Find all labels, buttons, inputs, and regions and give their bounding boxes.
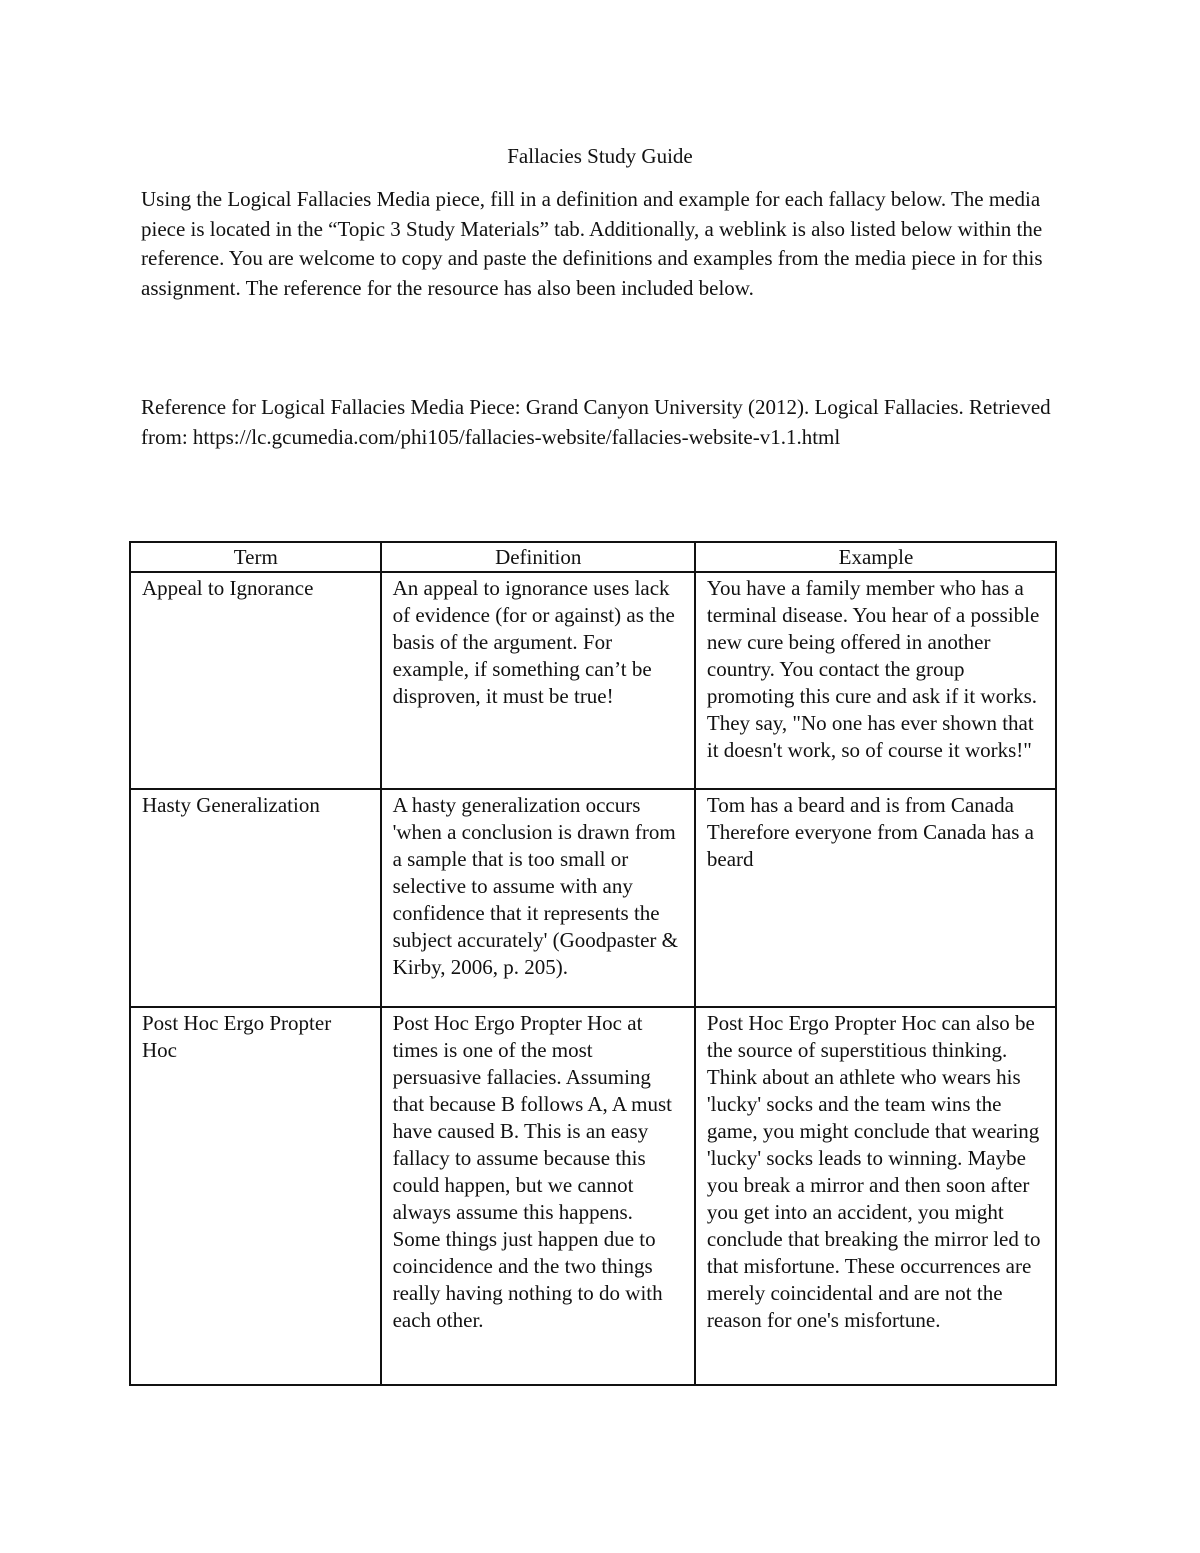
header-definition: Definition — [381, 542, 695, 572]
reference-text: Reference for Logical Fallacies Media Piece: Grand Canyon University (2012). Logical Fallacies. Retrieved from: https://lc.gcumedia.com/phi105/fallacies-website/fallacies-website-v1.1.html — [141, 395, 1051, 449]
definition-cell: An appeal to ignorance uses lack of evidence (for or against) as the basis of the argument. For example, if something can’t be disproven, it must be true! — [381, 572, 695, 789]
table-header-row — [130, 542, 1056, 572]
example-cell: Tom has a beard and is from Canada Therefore everyone from Canada has a beard — [695, 789, 1056, 1007]
header-example: Example — [695, 542, 1056, 572]
definition-cell: Post Hoc Ergo Propter Hoc at times is one of the most persuasive fallacies. Assuming that because B follows A, A must have caused B. This is an easy fallacy to assume because this could happen, but we cannot always assume this happens. Some things just happen due to coincidence and the two things really having nothing to do with each other. — [381, 1007, 695, 1385]
intro-paragraph — [141, 185, 1061, 303]
table-row — [130, 572, 1056, 789]
header-term: Term — [130, 542, 381, 572]
example-cell: You have a family member who has a terminal disease. You hear of a possible new cure being offered in another country. You contact the group promoting this cure and ask if it works. They say, "No one has ever shown that it doesn't work, so of course it works!" — [695, 572, 1056, 789]
page-title: Fallacies Study Guide — [507, 144, 693, 168]
table-row — [130, 1007, 1056, 1385]
intro-text: Using the Logical Fallacies Media piece, fill in a definition and example for each fallacy below. The media piece is located in the “Topic 3 Study Materials” tab. Additionally, a weblink is also listed below within the reference. You are welcome to copy and paste the definitions and examples from the media piece in for this assignment. The reference for the resource has also been included below. — [141, 187, 1043, 300]
example-cell: Post Hoc Ergo Propter Hoc can also be the source of superstitious thinking. Think about an athlete who wears his 'lucky' socks and the team wins the game, you might conclude that wearing 'lucky' socks leads to winning. Maybe you break a mirror and then soon after you get into an accident, you might conclude that breaking the mirror led to that misfortune. These occurrences are merely coincidental and are not the reason for one's misfortune. — [695, 1007, 1056, 1385]
fallacies-table — [129, 541, 1057, 1386]
definition-cell: A hasty generalization occurs 'when a conclusion is drawn from a sample that is too small or selective to assume with any confidence that it represents the subject accurately' (Goodpaster & Kirby, 2006, p. 205). — [381, 789, 695, 1007]
table-row — [130, 789, 1056, 1007]
reference-paragraph — [141, 393, 1061, 452]
term-cell: Post Hoc Ergo Propter Hoc — [130, 1007, 381, 1385]
term-cell: Hasty Generalization — [130, 789, 381, 1007]
term-cell: Appeal to Ignorance — [130, 572, 381, 789]
